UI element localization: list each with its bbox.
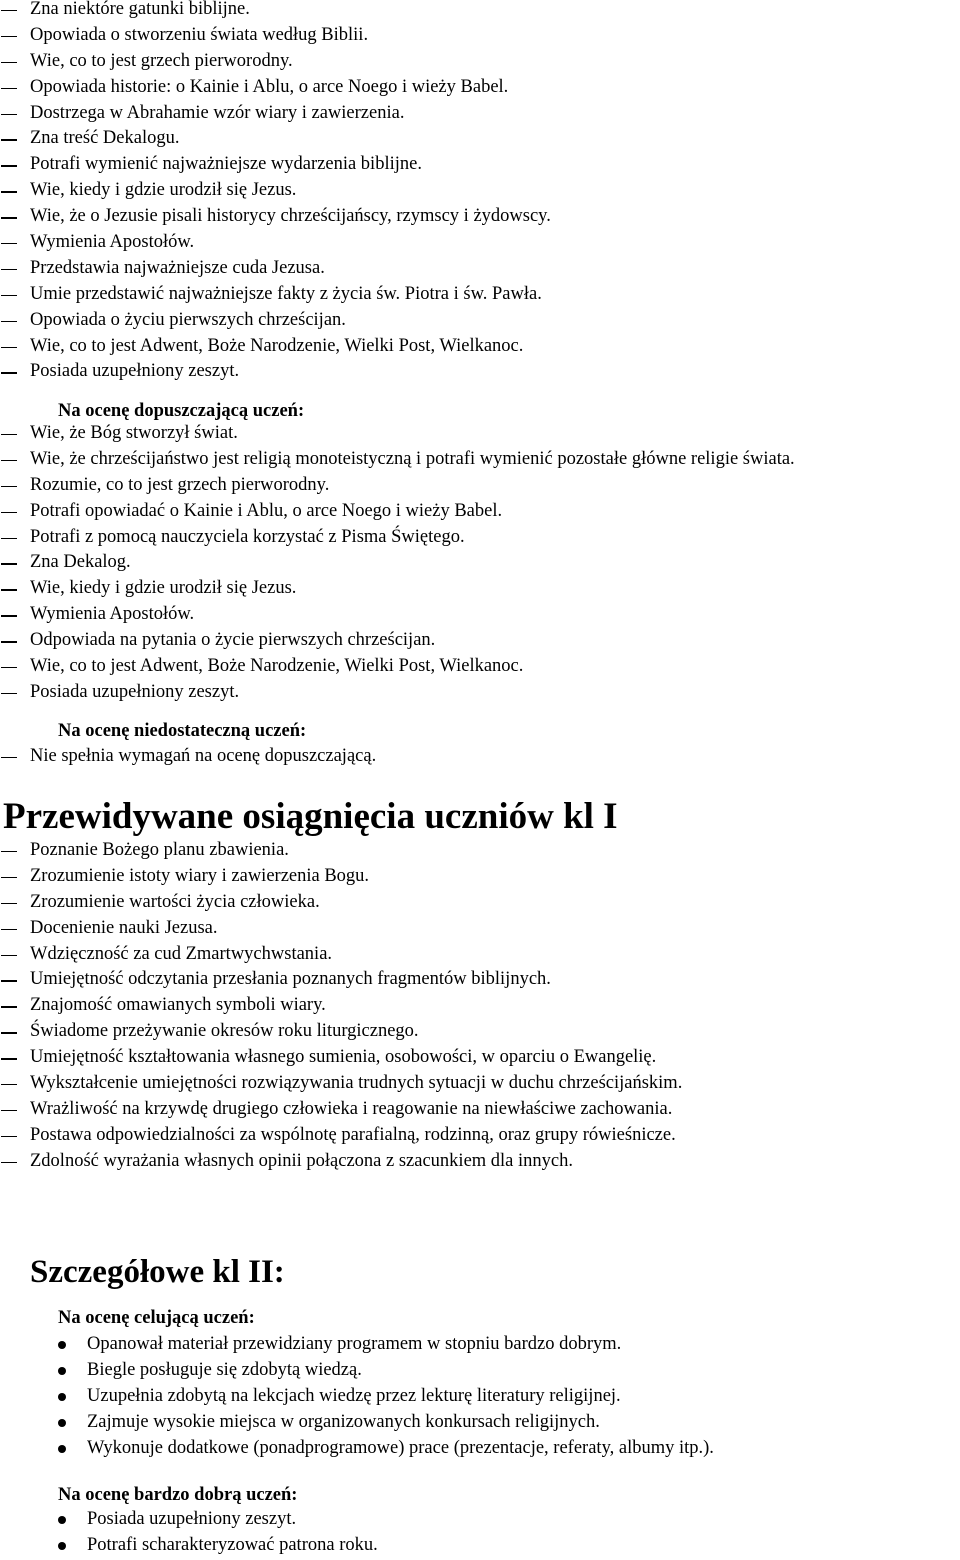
list-item: Opowiada o stworzeniu świata według Biblii. [0, 23, 551, 49]
list-item: Potrafi z pomocą nauczyciela korzystać z Pisma Świętego. [0, 525, 795, 551]
list-item: Zajmuje wysokie miejsca w organizowanych konkursach religijnych. [0, 1410, 714, 1436]
section-title-osiagniecia: Przewidywane osiągnięcia uczniów kl I [3, 796, 618, 837]
list-item: Zna niektóre gatunki biblijne. [0, 0, 551, 23]
list-item: Biegle posługuje się zdobytą wiedzą. [0, 1358, 714, 1384]
list-item: Posiada uzupełniony zeszyt. [0, 680, 795, 706]
heading-bardzo-dobra: Na ocenę bardzo dobrą uczeń: [58, 1485, 298, 1505]
list-item: Świadome przeżywanie okresów roku liturgicznego. [0, 1019, 682, 1045]
list-item: Wie, że o Jezusie pisali historycy chrześcijańscy, rzymscy i żydowscy. [0, 204, 551, 230]
list-item: Zrozumienie wartości życia człowieka. [0, 890, 682, 916]
list-item: Umiejętność odczytania przesłania poznanych fragmentów biblijnych. [0, 967, 682, 993]
list-item: Znajomość omawianych symboli wiary. [0, 993, 682, 1019]
list-item: Wrażliwość na krzywdę drugiego człowieka i reagowanie na niewłaściwe zachowania. [0, 1097, 682, 1123]
requirements-list-intro [0, 0, 551, 385]
requirements-list-bardzo-dobra [0, 1507, 378, 1559]
list-item: Opanował materiał przewidziany programem w stopniu bardzo dobrym. [0, 1332, 714, 1358]
list-item: Potrafi scharakteryzować patrona roku. [0, 1533, 378, 1559]
list-item: Zdolność wyrażania własnych opinii połączona z szacunkiem dla innych. [0, 1149, 682, 1175]
list-item: Wdzięczność za cud Zmartwychwstania. [0, 942, 682, 968]
list-item: Zna Dekalog. [0, 550, 795, 576]
list-item: Postawa odpowiedzialności za wspólnotę parafialną, rodzinną, oraz grupy rówieśnicze. [0, 1123, 682, 1149]
list-item: Wykształcenie umiejętności rozwiązywania trudnych sytuacji w duchu chrześcijańskim. [0, 1071, 682, 1097]
list-item: Potrafi wymienić najważniejsze wydarzenia biblijne. [0, 152, 551, 178]
heading-dopuszczajaca: Na ocenę dopuszczającą uczeń: [58, 401, 305, 421]
list-item: Odpowiada na pytania o życie pierwszych chrześcijan. [0, 628, 795, 654]
list-item: Poznanie Bożego planu zbawienia. [0, 838, 682, 864]
requirements-list-niedostateczna [0, 744, 376, 770]
list-item: Przedstawia najważniejsze cuda Jezusa. [0, 256, 551, 282]
heading-celujaca: Na ocenę celującą uczeń: [58, 1308, 255, 1328]
list-item: Wymienia Apostołów. [0, 602, 795, 628]
list-item: Wie, że chrześcijaństwo jest religią monoteistyczną i potrafi wymienić pozostałe główne religie świata. [0, 447, 795, 473]
list-item: Posiada uzupełniony zeszyt. [0, 1507, 378, 1533]
list-item: Potrafi opowiadać o Kainie i Ablu, o arce Noego i wieży Babel. [0, 499, 795, 525]
achievements-list [0, 838, 682, 1175]
requirements-list-dopuszczajaca [0, 421, 795, 706]
list-item: Wymienia Apostołów. [0, 230, 551, 256]
list-item: Wie, co to jest Adwent, Boże Narodzenie, Wielki Post, Wielkanoc. [0, 654, 795, 680]
list-item: Rozumie, co to jest grzech pierworodny. [0, 473, 795, 499]
list-item: Posiada uzupełniony zeszyt. [0, 359, 551, 385]
list-item: Umiejętność kształtowania własnego sumienia, osobowości, w oparciu o Ewangelię. [0, 1045, 682, 1071]
list-item: Wie, że Bóg stworzył świat. [0, 421, 795, 447]
list-item: Opowiada historie: o Kainie i Ablu, o arce Noego i wieży Babel. [0, 75, 551, 101]
list-item: Wie, kiedy i gdzie urodził się Jezus. [0, 576, 795, 602]
list-item: Umie przedstawić najważniejsze fakty z życia św. Piotra i św. Pawła. [0, 282, 551, 308]
list-item: Wie, co to jest Adwent, Boże Narodzenie, Wielki Post, Wielkanoc. [0, 334, 551, 360]
list-item: Opowiada o życiu pierwszych chrześcijan. [0, 308, 551, 334]
section-title-szczegolowe: Szczegółowe kl II: [30, 1254, 285, 1290]
requirements-list-celujaca [0, 1332, 714, 1461]
list-item: Docenienie nauki Jezusa. [0, 916, 682, 942]
list-item: Nie spełnia wymagań na ocenę dopuszczającą. [0, 744, 376, 770]
list-item: Zna treść Dekalogu. [0, 126, 551, 152]
list-item: Uzupełnia zdobytą na lekcjach wiedzę przez lekturę literatury religijnej. [0, 1384, 714, 1410]
list-item: Wykonuje dodatkowe (ponadprogramowe) prace (prezentacje, referaty, albumy itp.). [0, 1436, 714, 1462]
heading-niedostateczna: Na ocenę niedostateczną uczeń: [58, 721, 307, 741]
list-item: Wie, kiedy i gdzie urodził się Jezus. [0, 178, 551, 204]
list-item: Zrozumienie istoty wiary i zawierzenia Bogu. [0, 864, 682, 890]
list-item: Wie, co to jest grzech pierworodny. [0, 49, 551, 75]
list-item: Dostrzega w Abrahamie wzór wiary i zawierzenia. [0, 101, 551, 127]
